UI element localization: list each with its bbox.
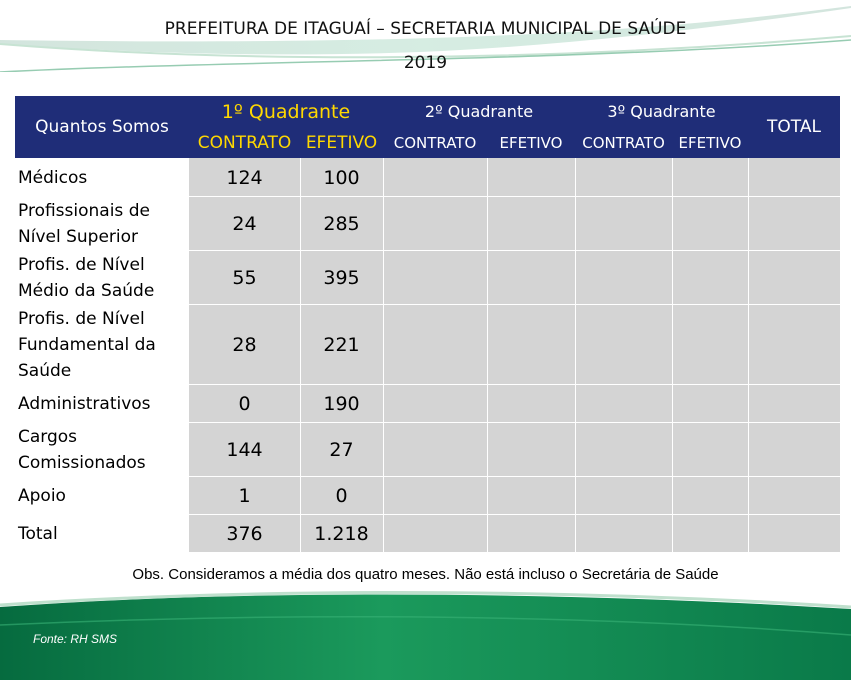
table-cell: 285: [323, 213, 360, 235]
table-cell: 27: [329, 439, 354, 461]
page-title: PREFEITURA DE ITAGUAÍ – SECRETARIA MUNICIPAL DE SAÚDE: [164, 19, 687, 39]
table-cell: 0: [238, 393, 251, 415]
grid-line: [189, 250, 840, 251]
q2-efetivo-header: [487, 127, 575, 158]
grid-line: [189, 514, 840, 515]
table-cell: 144: [226, 439, 263, 461]
q1-contrato-label: CONTRATO: [197, 132, 292, 153]
q2-contrato-label: CONTRATO: [393, 133, 477, 152]
staff-table: [15, 96, 840, 552]
grid-line: [189, 196, 840, 197]
grid-line: [189, 384, 840, 385]
table-cell: 28: [232, 334, 257, 356]
total-label: TOTAL: [767, 117, 821, 137]
q2-efetivo-label: EFETIVO: [499, 133, 563, 152]
row-label: Administrativos: [18, 394, 151, 414]
q2-label: 2º Quadrante: [424, 102, 534, 121]
table-cell: 124: [226, 167, 263, 189]
q1-contrato-header: [189, 127, 300, 158]
q2-header: [383, 96, 575, 127]
row-label: Apoio: [18, 486, 66, 506]
grid-line: [189, 476, 840, 477]
row-label: Profissionais de Nível Superior: [18, 201, 150, 247]
table-cell: 395: [323, 267, 360, 289]
corner-label: Quantos Somos: [35, 117, 169, 137]
grid-line: [383, 158, 384, 552]
table-cell: 1.218: [314, 522, 369, 545]
q3-efetivo-label: EFETIVO: [678, 133, 742, 152]
corner-header: [15, 96, 189, 158]
q3-contrato-header: [575, 127, 672, 158]
q3-contrato-label: CONTRATO: [582, 133, 665, 152]
grid-line: [575, 158, 576, 552]
row-label: Profis. de Nível Fundamental da Saúde: [18, 309, 156, 381]
total-header: [748, 96, 840, 158]
q1-header: [189, 96, 383, 127]
grid-line: [672, 158, 673, 552]
q1-efetivo-label: EFETIVO: [305, 132, 378, 153]
table-cell: 0: [335, 485, 348, 507]
table-cell: 1: [238, 485, 251, 507]
grid-line: [189, 422, 840, 423]
q1-label: 1º Quadrante: [221, 100, 351, 123]
table-cell: 24: [232, 213, 257, 235]
table-cell: 190: [323, 393, 360, 415]
table-cell: 376: [226, 522, 263, 545]
grid-line: [300, 158, 301, 552]
table-cell: 55: [232, 267, 257, 289]
q2-contrato-header: [383, 127, 487, 158]
grid-line: [748, 158, 749, 552]
table-cell: 221: [323, 334, 360, 356]
observation-note: Obs. Consideramos a média dos quatro meses. Não está incluso o Secretária de Saúde: [132, 566, 719, 583]
footer-band: [0, 585, 851, 680]
row-label: Total: [18, 523, 58, 544]
q3-label: 3º Quadrante: [607, 102, 716, 121]
table-cell: 100: [323, 167, 360, 189]
footer-source: Fonte: RH SMS: [33, 632, 118, 646]
row-label: Cargos Comissionados: [18, 427, 146, 473]
grid-line: [189, 304, 840, 305]
q3-efetivo-header: [672, 127, 748, 158]
q1-efetivo-header: [300, 127, 383, 158]
grid-line: [487, 158, 488, 552]
page-year: 2019: [403, 53, 448, 73]
row-label: Médicos: [18, 168, 88, 188]
row-label: Profis. de Nível Médio da Saúde: [18, 255, 155, 301]
q3-header: [575, 96, 748, 127]
